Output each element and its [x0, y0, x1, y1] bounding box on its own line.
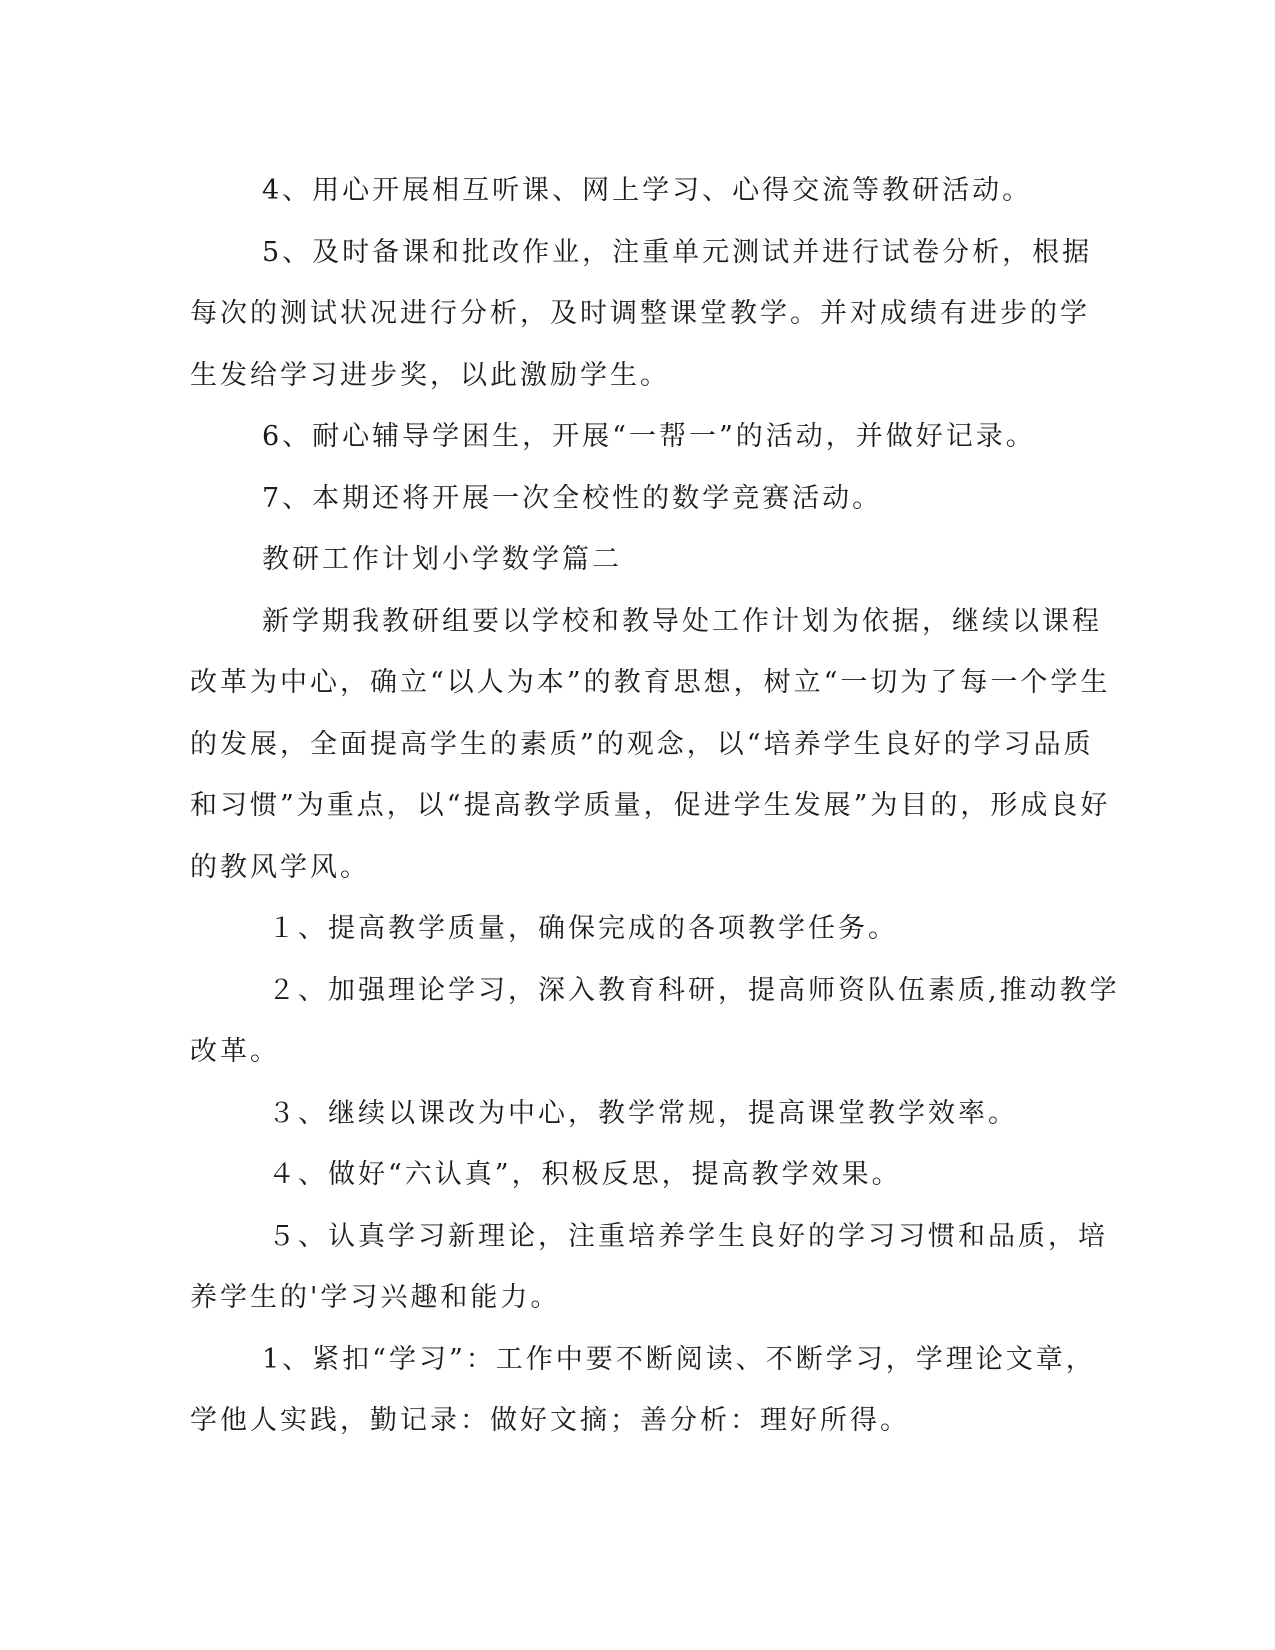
- paragraph-line: ２、加强理论学习，深入教育科研，提高师资队伍素质,推动教学: [268, 974, 1120, 1006]
- paragraph-line: ５、认真学习新理论，注重培养学生良好的学习习惯和品质，培: [268, 1220, 1108, 1252]
- paragraph-line: 的教风学风。: [190, 851, 370, 883]
- paragraph-line: 7、本期还将开展一次全校性的数学竞赛活动。: [262, 482, 883, 514]
- paragraph-line: 改革为中心，确立“以人为本”的教育思想，树立“一切为了每一个学生: [190, 667, 1111, 698]
- document-body: [190, 160, 1120, 1452]
- paragraph-line: 养学生的'学习兴趣和能力。: [190, 1282, 561, 1313]
- paragraph-line: 改革。: [190, 1036, 280, 1067]
- paragraph-line: 4、用心开展相互听课、网上学习、心得交流等教研活动。: [262, 175, 1033, 206]
- paragraph-line: ３、继续以课改为中心，教学常规，提高课堂教学效率。: [268, 1097, 1018, 1129]
- section-heading: 教研工作计划小学数学篇二: [262, 544, 622, 575]
- paragraph-line: 1、紧扣“学习”：工作中要不断阅读、不断学习，学理论文章，: [262, 1343, 1096, 1375]
- paragraph-line: 新学期我教研组要以学校和教导处工作计划为依据，继续以课程: [262, 605, 1102, 637]
- paragraph-line: 每次的测试状况进行分析，及时调整课堂教学。并对成绩有进步的学: [190, 298, 1090, 329]
- paragraph-line: 生发给学习进步奖，以此激励学生。: [190, 359, 670, 391]
- paragraph-line: 6、耐心辅导学困生，开展“一帮一”的活动，并做好记录。: [262, 421, 1036, 452]
- paragraph-line: 和习惯”为重点，以“提高教学质量，促进学生发展”为目的，形成良好: [190, 790, 1111, 821]
- paragraph-line: 5、及时备课和批改作业，注重单元测试并进行试卷分析，根据: [262, 236, 1093, 268]
- paragraph-line: １、提高教学质量，确保完成的各项教学任务。: [268, 913, 898, 944]
- paragraph-line: 的发展，全面提高学生的素质”的观念，以“培养学生良好的学习品质: [190, 728, 1094, 760]
- paragraph-line: ４、做好“六认真”，积极反思，提高教学效果。: [268, 1159, 902, 1190]
- paragraph-line: 学他人实践，勤记录：做好文摘；善分析：理好所得。: [190, 1405, 910, 1436]
